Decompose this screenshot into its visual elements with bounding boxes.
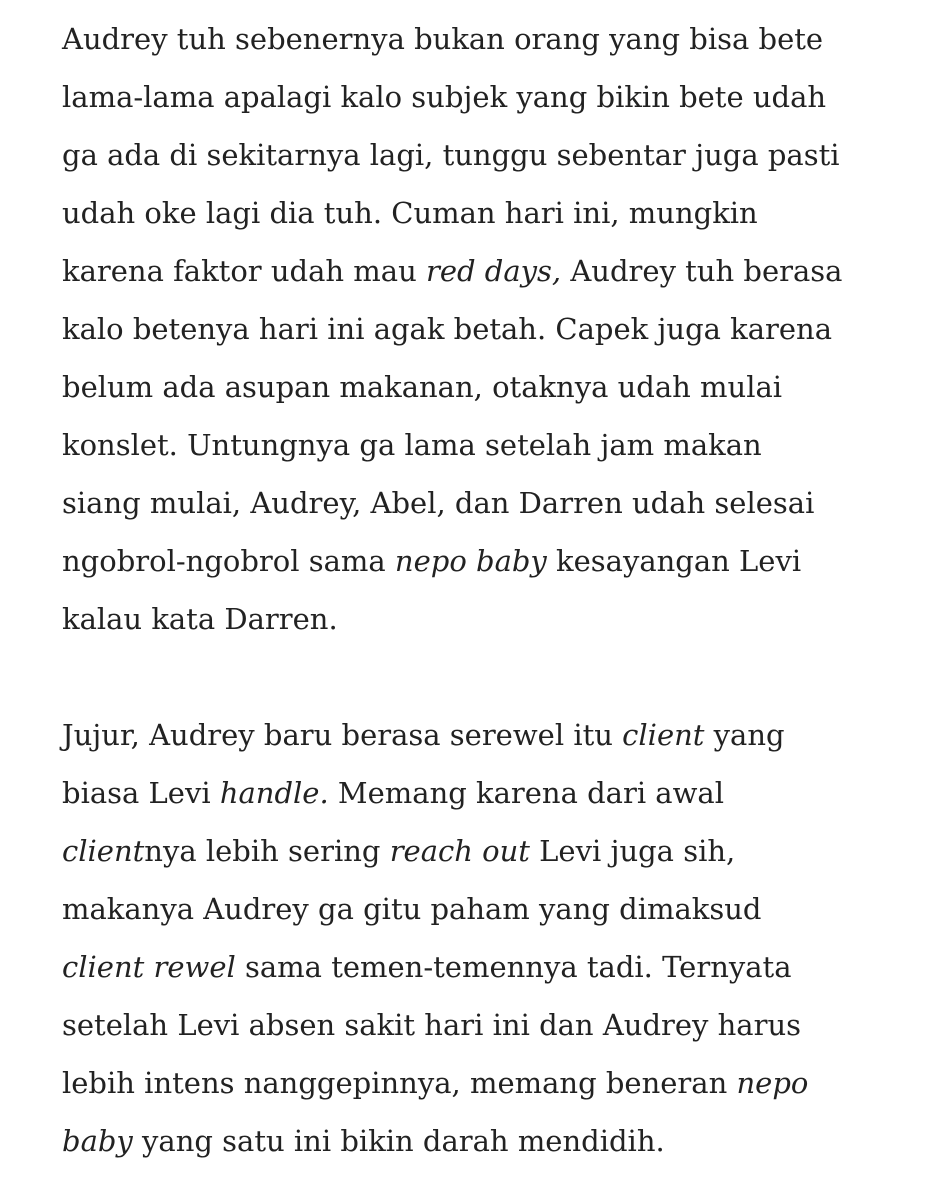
text-run: makanya Audrey ga gitu paham yang dimaksud [62, 892, 762, 926]
text-line [62, 416, 892, 474]
text-run: Audrey tuh sebenernya bukan orang yang bisa bete [62, 22, 824, 56]
text-line [62, 242, 892, 300]
text-run: ga ada di sekitarnya lagi, tunggu sebentar juga pasti [62, 138, 840, 172]
text-line [62, 68, 892, 126]
text-run: Levi juga sih, [529, 834, 736, 868]
italic-term: nepo [736, 1066, 809, 1100]
italic-term: client [62, 834, 145, 868]
text-run: ngobrol-ngobrol sama [62, 544, 395, 578]
text-run: setelah Levi absen sakit hari ini dan Audrey harus [62, 1008, 802, 1042]
text-line [62, 706, 892, 764]
text-run: udah oke lagi dia tuh. Cuman hari ini, mungkin [62, 196, 758, 230]
text-run: konslet. Untungnya ga lama setelah jam makan [62, 428, 762, 462]
text-line [62, 184, 892, 242]
text-run: belum ada asupan makanan, otaknya udah mulai [62, 370, 783, 404]
text-line [62, 938, 892, 996]
paragraph-1 [62, 10, 892, 648]
text-run: yang satu ini bikin darah mendidih. [132, 1124, 665, 1158]
text-run: Jujur, Audrey baru berasa serewel itu [62, 718, 623, 752]
text-line [62, 1112, 892, 1170]
italic-term: red days, [425, 254, 562, 288]
text-line [62, 880, 892, 938]
text-line [62, 474, 892, 532]
italic-term: baby [62, 1124, 133, 1158]
text-line [62, 300, 892, 358]
text-run: karena faktor udah mau [62, 254, 426, 288]
text-run: biasa Levi [62, 776, 220, 810]
text-line [62, 10, 892, 68]
text-line [62, 126, 892, 184]
text-line [62, 764, 892, 822]
text-run: Audrey tuh berasa [561, 254, 843, 288]
italic-term: client [622, 718, 705, 752]
italic-term: reach out [389, 834, 530, 868]
text-run: siang mulai, Audrey, Abel, dan Darren udah selesai [62, 486, 815, 520]
text-line [62, 532, 892, 590]
italic-term: nepo baby [394, 544, 547, 578]
text-run: yang [704, 718, 785, 752]
text-run: lama-lama apalagi kalo subjek yang bikin bete udah [62, 80, 827, 114]
text-line [62, 822, 892, 880]
text-run: kesayangan Levi [546, 544, 802, 578]
text-run: kalo betenya hari ini agak betah. Capek juga karena [62, 312, 833, 346]
text-line [62, 996, 892, 1054]
text-run: nya lebih sering [144, 834, 390, 868]
text-line [62, 358, 892, 416]
text-run: sama temen-temennya tadi. Ternyata [235, 950, 792, 984]
paragraph-2 [62, 706, 892, 1170]
italic-term: client rewel [62, 950, 236, 984]
text-line [62, 590, 892, 648]
text-run: kalau kata Darren. [62, 602, 338, 636]
story-text [62, 10, 892, 1170]
italic-term: handle. [219, 776, 329, 810]
text-run: Memang karena dari awal [328, 776, 724, 810]
text-run: lebih intens nanggepinnya, memang beneran [62, 1066, 737, 1100]
text-line [62, 1054, 892, 1112]
